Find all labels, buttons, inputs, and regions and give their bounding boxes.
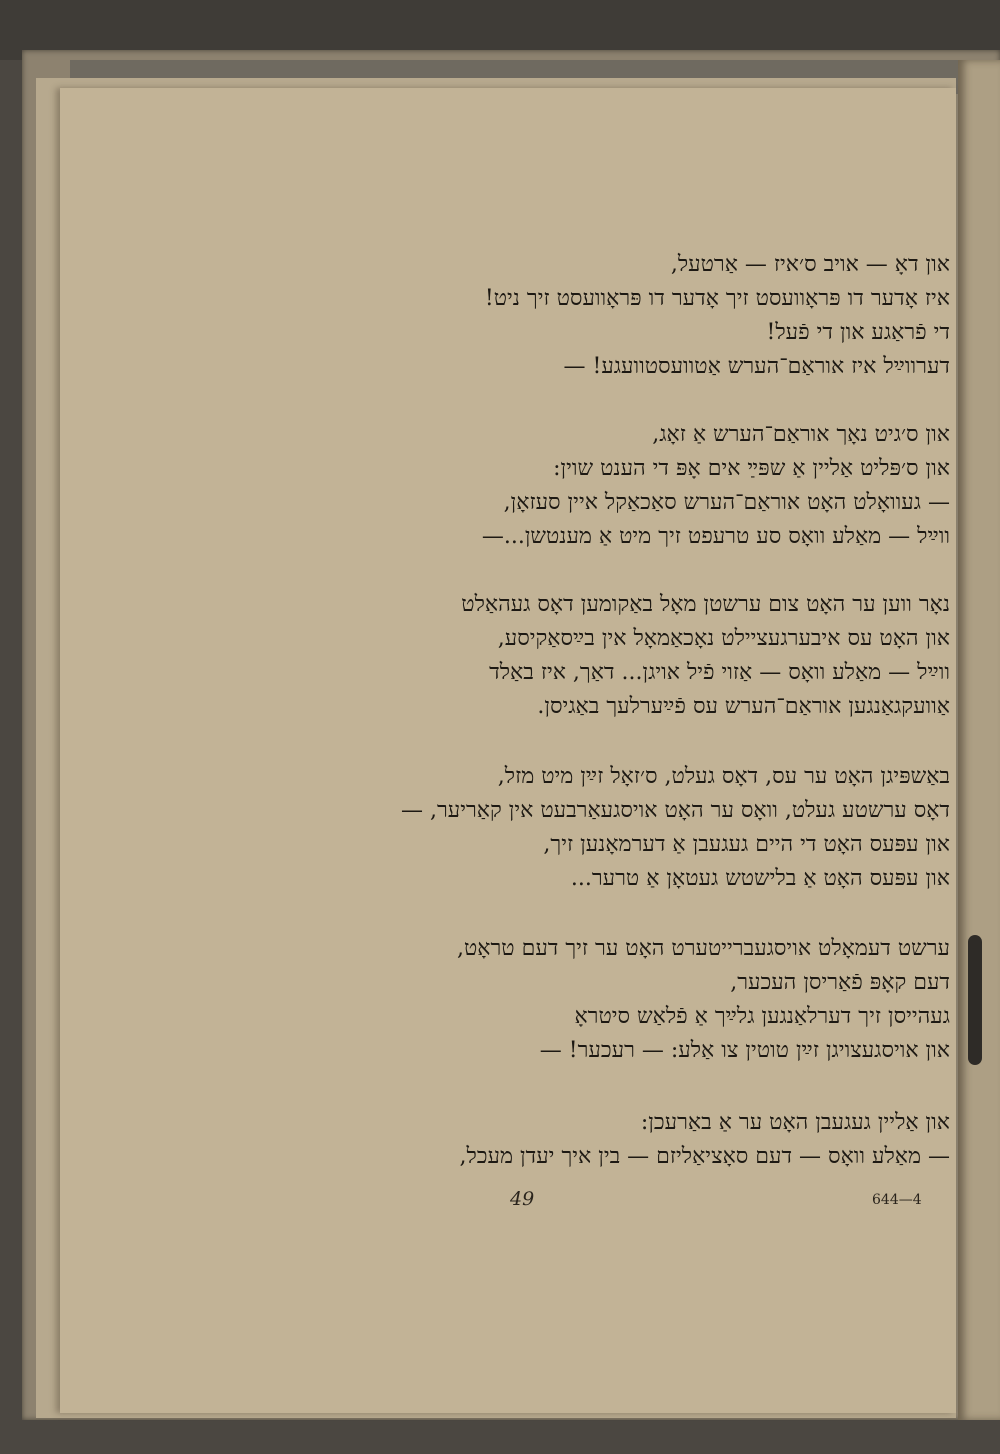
poem-line: ווײַל — מאַלע וואָס סע טרעפט זיך מיט אַ מענטשן...— <box>481 524 950 549</box>
poem-line: די פֿראַגע און די פֿעל! <box>766 320 950 345</box>
poem-line: און ס׳פּליט אַליין אַ שפּײַ אים אָפּ די הענט שוין: <box>553 456 950 481</box>
facing-page-edge <box>958 60 1000 1420</box>
stanza-3 <box>260 588 950 724</box>
poem-line: און עפּעס האָט אַ בלישטש געטאָן אַ טרער... <box>570 866 950 891</box>
stanza-6 <box>260 1106 950 1174</box>
poem-line: און אַליין געגעבן האָט ער אַ באַרעכן: <box>640 1110 950 1135</box>
poem-line: נאָר ווען ער האָט צום ערשטן מאָל באַקומען דאָס געהאַלט <box>461 592 950 617</box>
poem-line: געהייסן זיך דערלאַנגען גלײַך אַ פֿלאַש סיטראָ <box>574 1004 950 1029</box>
poem-line: ערשט דעמאָלט אויסגעברייטערט האָט ער זיך דעם טראָט, <box>457 936 950 961</box>
poem-line: באַשפּיגן האָט ער עס, דאָס געלט, ס׳זאָל זײַן מיט מזל, <box>497 764 950 789</box>
stanza-1 <box>260 248 950 384</box>
stanza-4 <box>260 760 950 896</box>
poem-line: ווײַל — מאַלע וואָס — אַזוי פֿיל אויגן... דאַך, איז באַלד <box>489 660 950 685</box>
stanza-2 <box>260 418 950 554</box>
poem-line: און עפּעס האָט די היים געגעבן אַ דערמאָנען זיך, <box>543 832 950 857</box>
poem-line: און האָט עס איבערגעציילט נאָכאַמאָל אין בײַסאַקיסע, <box>497 626 950 651</box>
poem-line: — מאַלע וואָס — דעם סאָציאַליזם — בין איך יעדן מעכל, <box>459 1144 950 1169</box>
printer-signature: 644—4 <box>872 1192 922 1208</box>
poem-line: און ס׳גיט נאָך אוראַם־הערש אַ זאָג, <box>652 422 950 447</box>
poem-line: דעם קאָפּ פֿאַריסן העכער, <box>730 970 950 995</box>
book-clip-icon <box>968 935 982 1065</box>
poem-line: איז אָדער דו פּראָוועסט זיך אָדער דו פּראָוועסט זיך ניט! <box>484 286 950 311</box>
poem-line: — געוואָלט האָט אוראַם־הערש סאַכאַקל איין סעזאָן, <box>503 490 950 515</box>
poem-line: דערווײַל איז אוראַם־הערש אַטוועסטוועגע! — <box>563 354 950 379</box>
poem-line: דאָס ערשטע געלט, וואָס ער האָט אויסגעאַרבעט אין קאַריער, — <box>400 798 950 823</box>
page-number: 49 <box>510 1188 535 1210</box>
poem-line: און אויסגעצויגן זײַן טוטין צו אַלע: — רעכער! — <box>539 1038 950 1063</box>
poem-line: און דאָ — אויב ס׳איז — אַרטעל, <box>670 252 950 277</box>
stanza-5 <box>260 932 950 1068</box>
poem-line: אַוועקגאַנגען אוראַם־הערש עס פֿײַערלעך באַגיסן. <box>537 694 950 719</box>
